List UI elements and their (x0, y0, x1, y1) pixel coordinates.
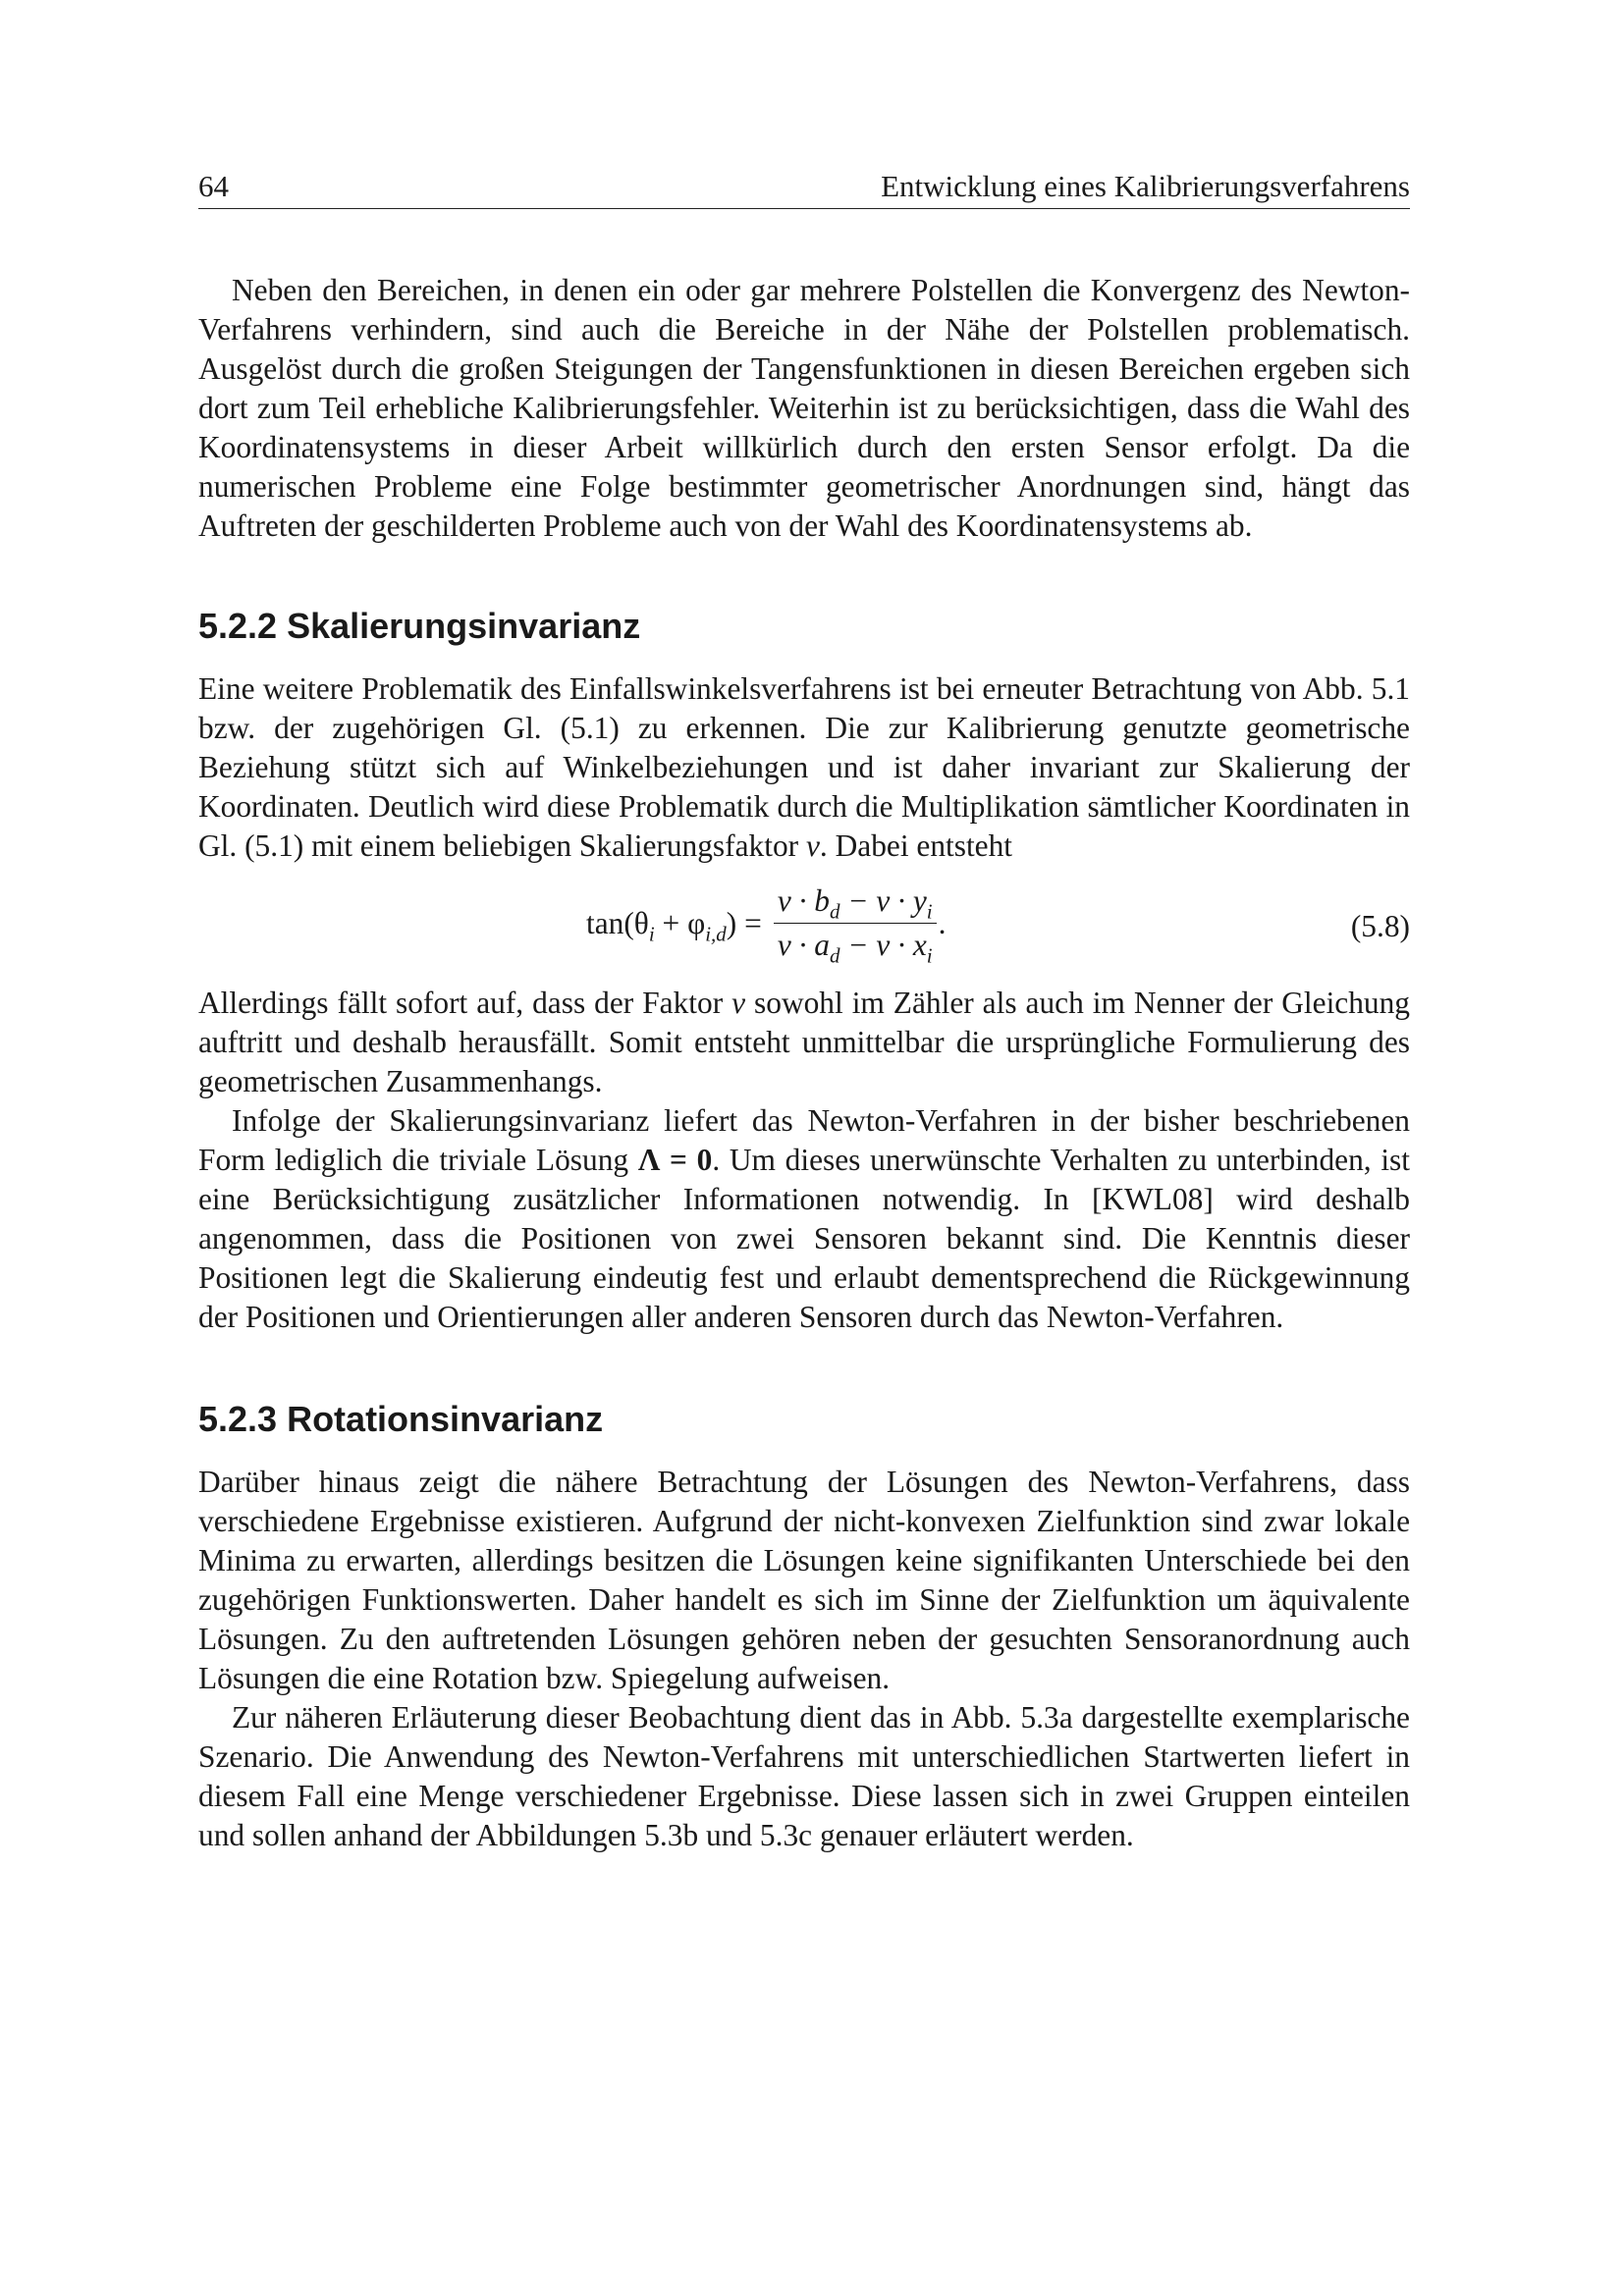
paragraph-2-text-a: Eine weitere Problematik des Einfallswinkelsverfahrens ist bei erneuter Betrachtung von Abb. 5.1 bzw. der zugehörigen Gl. (5.1) zu erkennen. Die zur Kalibrierung genutzte geometrische Beziehung stützt sich auf Winkelbeziehungen und ist daher invariant zur Skalierung der Koordinaten. Deutlich wird diese Problematik durch die Multiplikation sämtlicher Koordinaten in Gl. (5.1) mit einem beliebigen Skalierungsfaktor (198, 671, 1410, 863)
den-part-b: − ν · x (839, 928, 927, 962)
nu-symbol: ν (731, 986, 746, 1020)
paragraph-6: Zur näheren Erläuterung dieser Beobachtung dient das in Abb. 5.3a dargestellte exemplarische Szenario. Die Anwendung des Newton-Verfahrens mit unterschiedlichen Startwerten liefert in diesem Fall eine Menge verschiedener Ergebnisse. Diese lassen sich in zwei Gruppen einteilen und sollen anhand der Abbildungen 5.3b und 5.3c genauer erläutert werden. (198, 1700, 1410, 1852)
paragraph-2 (198, 669, 1410, 866)
den-sub-d: d (829, 943, 840, 968)
eq-lhs-sub-i: i (648, 921, 655, 945)
equation-fraction (774, 883, 937, 968)
den-part-a: ν · a (777, 928, 830, 962)
eq-lhs-part-2: + φ (654, 905, 706, 940)
eq-lhs-part-1: tan(θ (586, 905, 649, 940)
num-part-a: ν · b (777, 883, 830, 918)
eq-lhs-sub-id: i,d (705, 921, 727, 945)
section-heading-5-2-2: 5.2.2 Skalierungsinvarianz (198, 606, 641, 646)
equation-denominator (774, 924, 937, 968)
equation-lhs (586, 904, 762, 943)
section-heading-5-2-3: 5.2.3 Rotationsinvarianz (198, 1399, 604, 1439)
running-title: Entwicklung eines Kalibrierungsverfahrens (881, 169, 1410, 203)
paragraph-3-text-b: sowohl im Zähler als auch im Nenner der Gleichung auftritt und deshalb herausfällt. Somit entsteht unmittelbar die ursprüngliche Formulierung des geometrischen Zusammenhangs. (198, 986, 1411, 1098)
den-sub-i: i (926, 943, 933, 968)
page-number: 64 (198, 169, 229, 203)
paragraph-3-text-a: Allerdings fällt sofort auf, dass der Faktor (198, 986, 732, 1020)
num-sub-d: d (829, 899, 840, 924)
num-part-b: − ν · y (839, 883, 927, 918)
paragraph-4-text-a: Infolge der Skalierungsinvarianz liefert das Newton-Verfahren in der bisher beschriebenen Form lediglich die triviale Lösung (198, 1103, 1410, 1177)
body-text (198, 271, 1410, 1855)
paragraph-4 (198, 1101, 1410, 1337)
equation-period: . (938, 905, 947, 940)
paragraph-1: Neben den Bereichen, in denen ein oder gar mehrere Polstellen die Konvergenz des Newton-Verfahrens verhindern, sind auch die Bereiche in der Nähe der Polstellen problematisch. Ausgelöst durch die großen Steigungen der Tangensfunktionen in diesen Bereichen ergeben sich dort zum Teil erhebliche Kalibrierungsfehler. Weiterhin ist zu berücksichtigen, dass die Wahl des Koordinatensystems in dieser Arbeit willkürlich durch den ersten Sensor erfolgt. Da die numerischen Probleme eine Folge bestimmter geometrischer Anordnungen sind, hängt das Auftreten der geschilderten Probleme auch von der Wahl des Koordinatensystems ab. (198, 273, 1410, 543)
equation-number: (5.8) (1350, 909, 1410, 943)
paragraph-5: Darüber hinaus zeigt die nähere Betrachtung der Lösungen des Newton-Verfahrens, dass verschiedene Ergebnisse existieren. Aufgrund der nicht-konvexen Zielfunktion sind zwar lokale Minima zu erwarten, allerdings besitzen die Lösungen keine signifikanten Unterschiede bei den zugehörigen Funktionswerten. Daher handelt es sich im Sinne der Zielfunktion um äquivalente Lösungen. Zu den auftretenden Lösungen gehören neben der gesuchten Sensoranordnung auch Lösungen die eine Rotation bzw. Spiegelung aufweisen. (198, 1465, 1410, 1695)
nu-symbol: ν (805, 828, 820, 863)
paragraph-4-text-b: . Um dieses unerwünschte Verhalten zu unterbinden, ist eine Berücksichtigung zusätzlicher Informationen notwendig. In [KWL08] wird deshalb angenommen, dass die Positionen von zwei Sensoren bekannt sind. Die Kenntnis dieser Positionen legt die Skalierung eindeutig fest und erlaubt dementsprechend die Rückgewinnung der Positionen und Orientierungen aller anderen Sensoren durch das Newton-Verfahren. (198, 1143, 1410, 1334)
page-header (198, 165, 1410, 209)
paragraph-2-text-b: . Dabei entsteht (819, 828, 1013, 863)
num-sub-i: i (926, 899, 933, 924)
eq-lhs-part-3: ) = (726, 905, 762, 940)
equation-body (586, 883, 947, 968)
paragraph-3 (198, 984, 1410, 1101)
lambda-zero-math: Λ = 0 (637, 1143, 713, 1177)
equation-numerator (774, 883, 937, 924)
equation-5-8 (198, 878, 1410, 976)
